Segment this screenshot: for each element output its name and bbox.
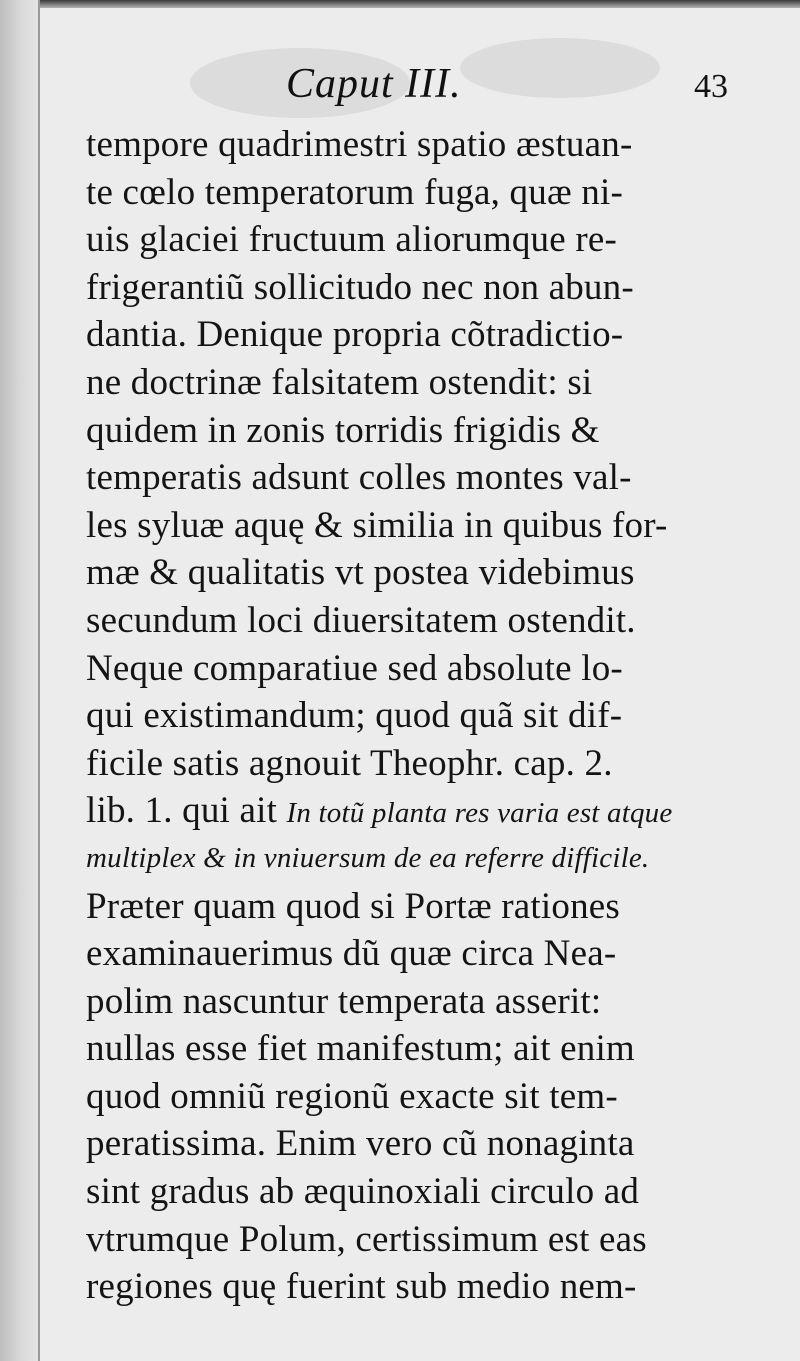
italic-quote-line: multiplex & in vniuersum de ea referre difficile. [86, 841, 650, 874]
body-text [86, 121, 786, 1311]
text-line: nullas esse fiet manifestum; ait enim [86, 1028, 635, 1070]
text-line: peratissima. Enim vero cũ nonaginta [86, 1123, 635, 1165]
text-line: Neque comparatiue sed absolute lo- [86, 647, 623, 689]
text-line: tempore quadrimestri spatio æstuan- [86, 124, 633, 165]
text-line: ne doctrinæ falsitatem ostendit: si [86, 361, 593, 403]
text-line: quod omniũ regionũ exacte sit tem- [86, 1075, 618, 1117]
text-line: qui existimandum; quod quã sit dif- [86, 695, 623, 737]
text-italic-quote: In totũ planta res varia est atque [286, 797, 673, 830]
text-line: temperatis adsunt colles montes val- [86, 457, 632, 499]
text-line: quidem in zonis torridis frigidis & [86, 409, 600, 451]
mixed-text-line [86, 787, 786, 835]
text-line: te cœlo temperatorum fuga, quæ ni- [86, 171, 623, 213]
page-number: 43 [694, 68, 728, 105]
text-line: ficile satis agnouit Theophr. cap. 2. [86, 742, 613, 784]
running-title: Caput III. [286, 61, 462, 107]
text-line: uis glaciei fructuum aliorumque re- [86, 219, 617, 261]
text-roman: lib. 1. qui ait [86, 790, 287, 832]
book-page [40, 8, 800, 1361]
text-line: les syluæ aquę & similia in quibus for- [86, 504, 668, 546]
text-line: vtrumque Polum, certissimum est eas [86, 1218, 647, 1260]
text-line: secundum loci diuersitatem ostendit. [86, 599, 636, 641]
text-line: polim nascuntur temperata asserit: [86, 980, 602, 1022]
page-header [40, 60, 800, 108]
text-line: sint gradus ab æquinoxiali circulo ad [86, 1171, 640, 1213]
text-line: examinauerimus dũ quæ circa Nea- [86, 933, 617, 975]
text-line: frigerantiũ sollicitudo nec non abun- [86, 266, 634, 308]
text-line: dantia. Denique propria cõtradictio- [86, 314, 624, 356]
book-gutter [0, 0, 40, 1361]
text-line: mæ & qualitatis vt postea videbimus [86, 552, 635, 594]
text-line: regiones quę fuerint sub medio nem- [86, 1266, 637, 1308]
text-line: Præter quam quod si Portæ rationes [86, 885, 621, 927]
